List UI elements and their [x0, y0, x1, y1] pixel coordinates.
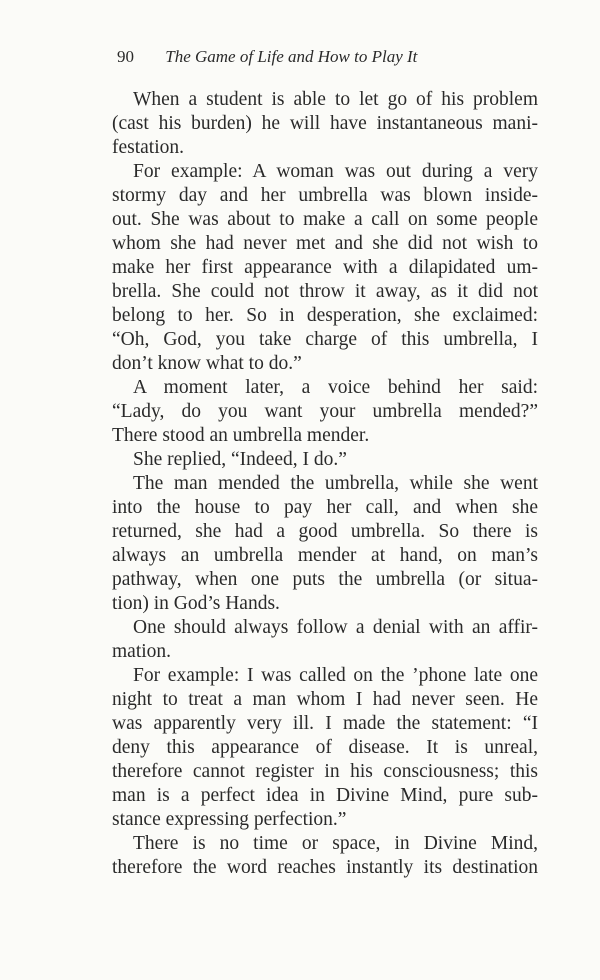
- text-line: returned, she had a good umbrella. So there is: [112, 521, 538, 542]
- text-line: whom she had never met and she did not wish to: [112, 233, 538, 254]
- text-line: festation.: [112, 137, 185, 158]
- text-line: deny this appearance of disease. It is unreal,: [112, 737, 538, 758]
- page-number: 90: [117, 47, 134, 66]
- text-line: was apparently very ill. I made the statement: “I: [112, 713, 538, 734]
- text-line: For example: I was called on the ’phone late one: [133, 665, 538, 686]
- text-line: (cast his burden) he will have instantaneous mani-: [112, 113, 538, 134]
- text-line: into the house to pay her call, and when she: [112, 497, 538, 518]
- text-line: man is a perfect idea in Divine Mind, pure sub-: [112, 785, 538, 806]
- text-line: “Oh, God, you take charge of this umbrella, I: [112, 329, 538, 350]
- text-line: She replied, “Indeed, I do.”: [133, 449, 347, 470]
- text-line: tion) in God’s Hands.: [112, 593, 280, 614]
- text-line: For example: A woman was out during a very: [133, 161, 538, 182]
- text-line: don’t know what to do.”: [112, 353, 302, 374]
- text-line: brella. She could not throw it away, as it did not: [112, 281, 538, 302]
- page-body-text: [112, 88, 538, 880]
- running-header: [117, 47, 417, 67]
- text-line: always an umbrella mender at hand, on man’s: [112, 545, 538, 566]
- text-line: One should always follow a denial with an affir-: [133, 617, 538, 638]
- text-line: The man mended the umbrella, while she went: [133, 473, 538, 494]
- text-line: When a student is able to let go of his problem: [133, 89, 538, 110]
- text-line: There is no time or space, in Divine Mind,: [133, 833, 538, 854]
- text-line: A moment later, a voice behind her said:: [133, 377, 538, 398]
- running-title: The Game of Life and How to Play It: [165, 47, 418, 66]
- text-line: pathway, when one puts the umbrella (or situa-: [112, 569, 538, 590]
- text-line: make her first appearance with a dilapidated um-: [112, 257, 538, 278]
- text-line: therefore cannot register in his consciousness; this: [112, 761, 538, 782]
- text-line: stance expressing perfection.”: [112, 809, 347, 830]
- text-line: therefore the word reaches instantly its destination: [112, 857, 538, 878]
- text-line: out. She was about to make a call on some people: [112, 209, 538, 230]
- text-line: belong to her. So in desperation, she exclaimed:: [112, 305, 538, 326]
- text-line: There stood an umbrella mender.: [112, 425, 370, 446]
- text-line: night to treat a man whom I had never seen. He: [112, 689, 538, 710]
- text-line: stormy day and her umbrella was blown inside-: [112, 185, 538, 206]
- text-line: mation.: [112, 641, 172, 662]
- text-line: “Lady, do you want your umbrella mended?”: [112, 401, 538, 422]
